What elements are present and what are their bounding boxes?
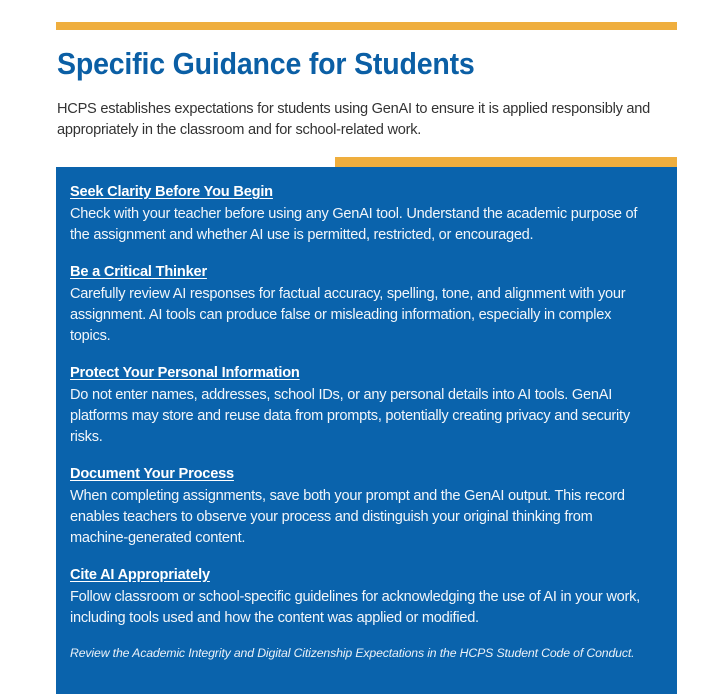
guidance-item-title: Seek Clarity Before You Begin bbox=[70, 184, 273, 200]
guidance-item-body: Carefully review AI responses for factual accuracy, spelling, tone, and alignment with your assignment. AI tools can produce false or misleading information, especially in complex topics. bbox=[70, 286, 626, 344]
guidance-item-title: Protect Your Personal Information bbox=[70, 365, 300, 381]
guidance-footnote: Review the Academic Integrity and Digital Citizenship Expectations in the HCPS Student Code of Conduct. bbox=[70, 646, 635, 660]
guidance-card bbox=[56, 167, 677, 694]
top-accent-rule bbox=[56, 22, 677, 30]
intro-paragraph: HCPS establishes expectations for students using GenAI to ensure it is applied responsibly and appropriately in the classroom and for school-related work. bbox=[57, 101, 651, 138]
guidance-item bbox=[70, 363, 652, 448]
page-title: Specific Guidance for Students bbox=[57, 46, 475, 81]
guidance-item-body: Check with your teacher before using any GenAI tool. Understand the academic purpose of the assignment and whether AI use is permitted, restricted, or encouraged. bbox=[70, 206, 638, 243]
guidance-item bbox=[70, 464, 652, 549]
guidance-item bbox=[70, 565, 652, 629]
guidance-item-title: Cite AI Appropriately bbox=[70, 567, 210, 583]
guidance-item bbox=[70, 262, 652, 347]
guidance-item bbox=[70, 182, 652, 246]
guidance-item-body: Do not enter names, addresses, school IDs, or any personal details into AI tools. GenAI platforms may store and reuse data from prompts, potentially creating privacy and security risks. bbox=[70, 387, 630, 445]
guidance-item-title: Document Your Process bbox=[70, 466, 234, 482]
guidance-item-body: Follow classroom or school-specific guidelines for acknowledging the use of AI in your work, including tools used and how the content was applied or modified. bbox=[70, 589, 640, 626]
guidance-item-body: When completing assignments, save both your prompt and the GenAI output. This record enables teachers to observe your process and distinguish your original thinking from machine-generated content. bbox=[70, 488, 625, 546]
guidance-item-title: Be a Critical Thinker bbox=[70, 264, 207, 280]
